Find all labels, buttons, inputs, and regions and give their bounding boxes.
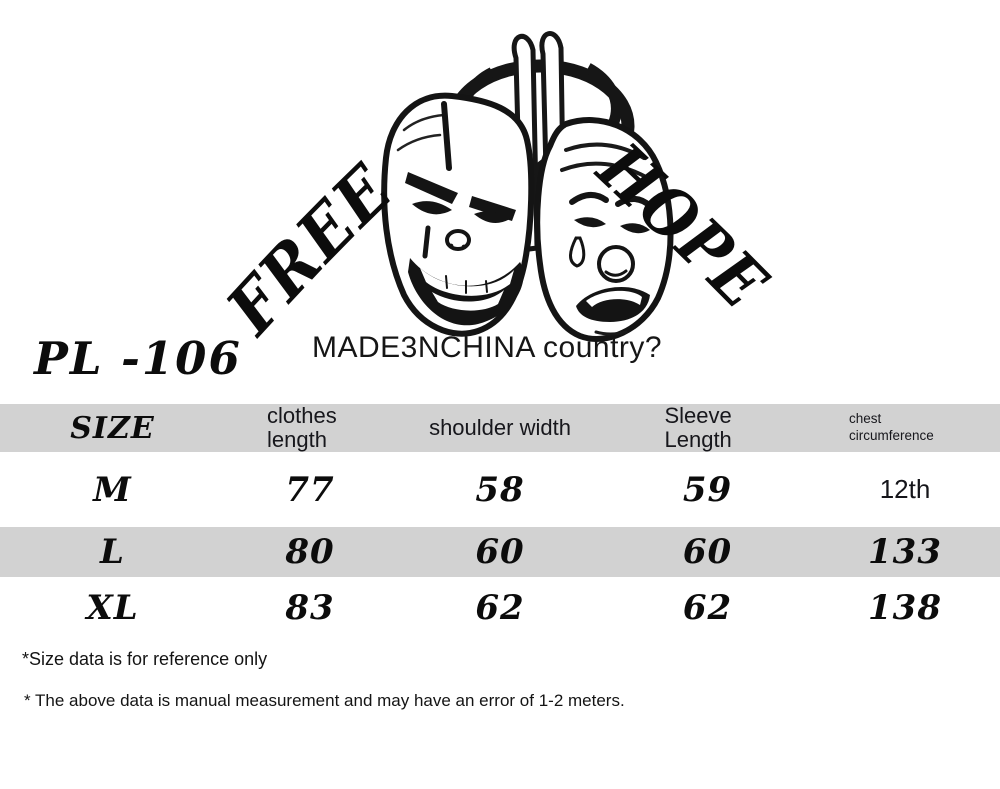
gothic-word-hope-text: HOPE bbox=[582, 128, 789, 331]
cell-l-clothes-length bbox=[225, 527, 395, 577]
column-header-sleeve-length: Sleeve Length bbox=[664, 403, 732, 452]
value-chest: 138 bbox=[868, 588, 942, 628]
cell-size-m bbox=[0, 452, 225, 527]
cell-m-chest bbox=[810, 452, 1000, 527]
column-header-chest-circumference: chest circumference bbox=[849, 411, 934, 443]
value-sleeve-length: 59 bbox=[682, 469, 733, 510]
header-cell-chest-circumference bbox=[810, 404, 1000, 452]
made-in-caption: MADE3NCHINA country? bbox=[312, 331, 663, 364]
cell-l-shoulder-width bbox=[395, 527, 605, 577]
cell-l-sleeve-length bbox=[605, 527, 810, 577]
table-row-l bbox=[0, 527, 1000, 577]
gothic-word-free-text: FREE bbox=[211, 146, 412, 350]
value-shoulder-width: 62 bbox=[475, 588, 525, 628]
value-clothes-length: 80 bbox=[285, 532, 335, 572]
value-chest: 133 bbox=[868, 532, 942, 572]
header-cell-sleeve-length bbox=[605, 404, 810, 452]
cell-size-l bbox=[0, 527, 225, 577]
footnote-measurement-error: * The above data is manual measurement and may have an error of 1-2 meters. bbox=[24, 691, 625, 710]
value-clothes-length: 83 bbox=[285, 588, 335, 628]
column-header-clothes-length: clothes length bbox=[267, 403, 337, 452]
cell-xl-sleeve-length bbox=[605, 577, 810, 639]
value-chest: 12th bbox=[879, 474, 931, 504]
column-header-size: SIZE bbox=[70, 410, 155, 446]
header-cell-clothes-length bbox=[225, 404, 395, 452]
header-cell-shoulder-width bbox=[395, 404, 605, 452]
value-clothes-length: 77 bbox=[285, 469, 335, 510]
gothic-word-free bbox=[210, 146, 412, 350]
table-row-m bbox=[0, 452, 1000, 527]
value-sleeve-length: 62 bbox=[682, 588, 733, 628]
size-label: L bbox=[100, 532, 125, 572]
comedy-mask-icon bbox=[384, 96, 531, 334]
cell-size-xl bbox=[0, 577, 225, 639]
cell-m-sleeve-length bbox=[605, 452, 810, 527]
size-table bbox=[0, 404, 1000, 639]
table-header-row bbox=[0, 404, 1000, 452]
size-label: M bbox=[93, 469, 132, 510]
table-row-xl bbox=[0, 577, 1000, 639]
cell-xl-shoulder-width bbox=[395, 577, 605, 639]
header-cell-size bbox=[0, 404, 225, 452]
value-shoulder-width: 60 bbox=[475, 532, 525, 572]
value-sleeve-length: 60 bbox=[682, 532, 733, 572]
column-header-shoulder-width: shoulder width bbox=[429, 415, 571, 441]
cell-xl-clothes-length bbox=[225, 577, 395, 639]
masks-tattoo-artwork bbox=[0, 0, 1000, 362]
cell-m-shoulder-width bbox=[395, 452, 605, 527]
value-shoulder-width: 58 bbox=[475, 469, 525, 510]
cell-xl-chest bbox=[810, 577, 1000, 639]
model-code: PL -106 bbox=[34, 332, 242, 385]
size-label: XL bbox=[86, 588, 139, 628]
cell-m-clothes-length bbox=[225, 452, 395, 527]
footnote-reference-only: *Size data is for reference only bbox=[22, 649, 268, 669]
cell-l-chest bbox=[810, 527, 1000, 577]
